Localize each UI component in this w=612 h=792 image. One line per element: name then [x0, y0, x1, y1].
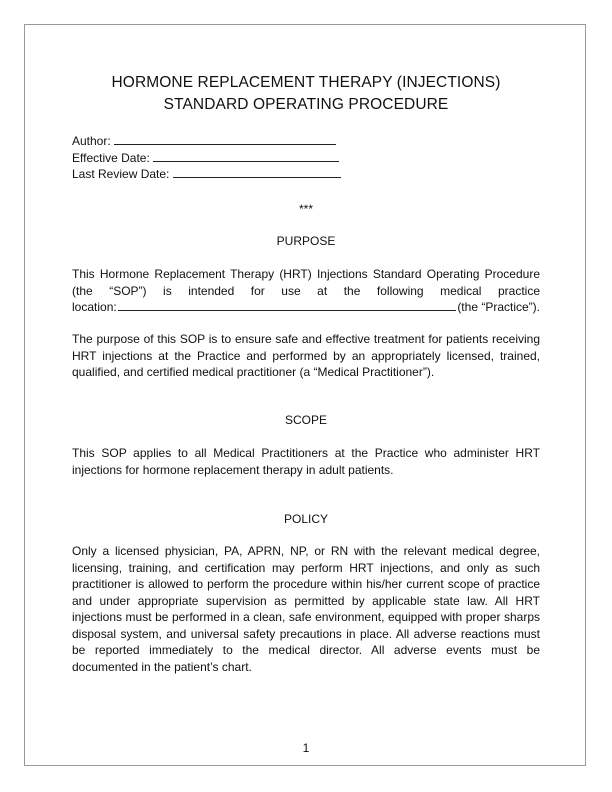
author-label: Author: [72, 134, 111, 148]
document-fields [72, 133, 341, 183]
author-field [72, 133, 341, 150]
location-line [72, 299, 540, 316]
purpose-paragraph-2: The purpose of this SOP is to ensure safe and effective treatment for patients receiving HRT injections at the Practice and performed by an appropriately licensed, trained, qualified, and certified medical practitioner (a “Medical Practitioner”). [72, 332, 540, 379]
document-title [72, 72, 540, 116]
title-line-2: STANDARD OPERATING PROCEDURE [163, 96, 449, 113]
purpose-p1-text: This Hormone Replacement Therapy (HRT) Injections Standard Operating Procedure (the “SOP”) is intended for use at the following medical practice [72, 267, 540, 298]
location-label: location: [72, 300, 117, 314]
last-review-date-label: Last Review Date: [72, 167, 170, 181]
separator: *** [298, 202, 313, 216]
purpose-heading: PURPOSE [276, 234, 336, 248]
title-line-1: HORMONE REPLACEMENT THERAPY (INJECTIONS) [111, 74, 501, 91]
scope-heading: SCOPE [284, 413, 327, 427]
last-review-date-field [72, 166, 341, 183]
scope-paragraph: This SOP applies to all Medical Practitioners at the Practice who administer HRT injections for hormone replacement therapy in adult patients. [72, 446, 540, 477]
effective-date-field [72, 150, 341, 167]
document-page [24, 24, 586, 766]
practice-suffix: (the “Practice”). [457, 300, 540, 314]
purpose-paragraph-1 [72, 266, 540, 316]
location-blank [118, 299, 457, 311]
effective-date-blank [153, 150, 339, 162]
author-blank [114, 133, 336, 145]
last-review-date-blank [173, 166, 341, 178]
policy-heading: POLICY [283, 512, 328, 526]
effective-date-label: Effective Date: [72, 150, 150, 165]
policy-paragraph: Only a licensed physician, PA, APRN, NP, or RN with the relevant medical degree, licensing, training, and certification may perform HRT injections, and only as such practitioner is allowed to perform the procedure within his/her current scope of practice and under appropriate supervision as permitted by applicable state law. All HRT injections must be performed in a clean, safe environment, equipped with proper sharps disposal system, and universal safety precautions in place. All adverse reactions must be reported immediately to the medical director. All adverse events must be documented in the patient’s chart. [72, 544, 540, 674]
page-number: 1 [302, 741, 310, 755]
